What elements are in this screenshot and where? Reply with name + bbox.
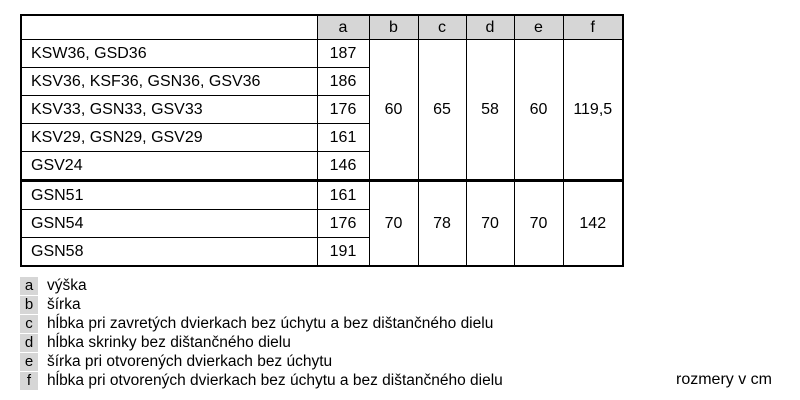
header-row bbox=[21, 15, 623, 40]
model-cell: GSN51 bbox=[21, 181, 317, 210]
col-header-c: c bbox=[418, 15, 466, 40]
legend-label: hĺbka pri zavretých dvierkach bez úchytu a bez dištančného dielu bbox=[47, 315, 494, 332]
model-cell: KSV33, GSN33, GSV33 bbox=[21, 96, 317, 124]
col-header-b: b bbox=[369, 15, 418, 40]
legend-key: a bbox=[20, 277, 38, 295]
legend-label: hĺbka pri otvorených dvierkach bez úchytu a bez dištančného dielu bbox=[47, 372, 503, 389]
col-header-f: f bbox=[563, 15, 623, 40]
value-cell-a: 176 bbox=[317, 96, 369, 124]
model-cell: GSN58 bbox=[21, 238, 317, 267]
value-cell-e: 60 bbox=[514, 40, 563, 181]
value-cell-a: 191 bbox=[317, 238, 369, 267]
value-cell-d: 70 bbox=[466, 181, 514, 267]
col-header-e: e bbox=[514, 15, 563, 40]
units-note: rozmery v cm bbox=[676, 371, 772, 388]
legend-item bbox=[20, 353, 503, 371]
dimension-table bbox=[20, 14, 624, 267]
model-cell: GSN54 bbox=[21, 210, 317, 238]
value-cell-a: 187 bbox=[317, 40, 369, 68]
value-cell-a: 186 bbox=[317, 68, 369, 96]
legend-item bbox=[20, 334, 503, 352]
legend-label: šírka bbox=[47, 296, 81, 313]
legend-item bbox=[20, 372, 503, 390]
legend-label: hĺbka skrinky bez dištančného dielu bbox=[47, 334, 291, 351]
legend-key: c bbox=[20, 315, 38, 333]
legend-key: d bbox=[20, 334, 38, 352]
legend-label: šírka pri otvorených dvierkach bez úchytu bbox=[47, 353, 333, 370]
value-cell-a: 176 bbox=[317, 210, 369, 238]
legend-key: b bbox=[20, 296, 38, 314]
model-cell: KSW36, GSD36 bbox=[21, 40, 317, 68]
value-cell-d: 58 bbox=[466, 40, 514, 181]
value-cell-e: 70 bbox=[514, 181, 563, 267]
model-cell: KSV29, GSN29, GSV29 bbox=[21, 124, 317, 152]
legend-item bbox=[20, 296, 503, 314]
value-cell-a: 146 bbox=[317, 152, 369, 181]
legend-item bbox=[20, 277, 503, 295]
table-row-group-start bbox=[21, 181, 623, 210]
model-cell: KSV36, KSF36, GSN36, GSV36 bbox=[21, 68, 317, 96]
table-row bbox=[21, 40, 623, 68]
value-cell-f: 119,5 bbox=[563, 40, 623, 181]
value-cell-a: 161 bbox=[317, 181, 369, 210]
legend-label: výška bbox=[47, 277, 87, 294]
value-cell-a: 161 bbox=[317, 124, 369, 152]
model-cell: GSV24 bbox=[21, 152, 317, 181]
value-cell-b: 70 bbox=[369, 181, 418, 267]
col-header-a: a bbox=[317, 15, 369, 40]
corner-cell bbox=[21, 15, 317, 40]
legend-key: e bbox=[20, 353, 38, 371]
value-cell-c: 65 bbox=[418, 40, 466, 181]
legend-item bbox=[20, 315, 503, 333]
dimension-legend bbox=[20, 277, 503, 391]
value-cell-b: 60 bbox=[369, 40, 418, 181]
legend-key: f bbox=[20, 372, 38, 390]
col-header-d: d bbox=[466, 15, 514, 40]
value-cell-c: 78 bbox=[418, 181, 466, 267]
value-cell-f: 142 bbox=[563, 181, 623, 267]
